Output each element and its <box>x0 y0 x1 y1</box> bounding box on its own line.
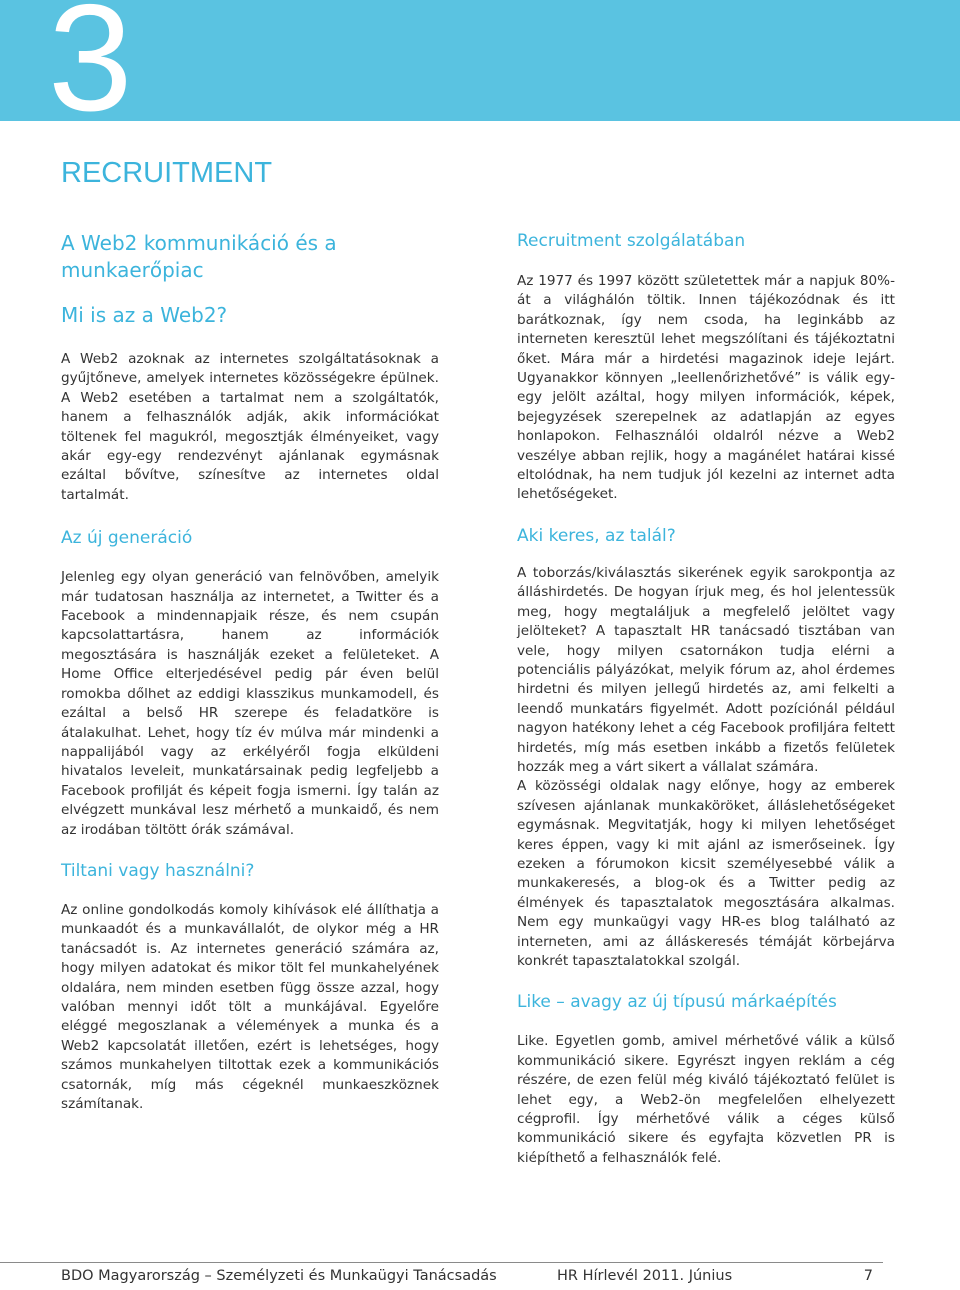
paragraph-ban-or-use: Az online gondolkodás komoly kihívások elé állíthatja a munkaadót és a munkavállalót, de olykor még a HR tanácsadót is. Az internetes generáció számára az, hogy milyen adatokat és mikor tölt fel munkahelyének oldalára, nem minden esetben függ össze azzal, hogy valóban mennyi időt tölt a munkájával. Egyelőre eléggé megoszlanak a vélemények a munka és a Web2 kapcsolatát illetően, ezért is lehetséges, hogy számos munkahelyen tiltottak ezek a kommunikációs csatornák, míg más cégeknél munkaeszköznek számítanak. <box>61 901 439 1112</box>
paragraph-like: Like. Egyetlen gomb, amivel mérhetővé válik a külső kommunikáció sikere. Egyrészt ingyen reklám a cég részére, de ezen felül még kiváló tájékoztató felület is lehet egy, a Web2-ön megfelelően elhelyezett cégprofil. Így mérhetővé válik a céges külső kommunikáció sikere és egyfajta közvetlen PR is kiépíthető a felhasználók felé. <box>517 1033 895 1166</box>
paragraph-recruitment: Az 1977 és 1997 között születettek már a napjuk 80%-át a világhálón töltik. Innen tájékozódnak és itt barátkoznak, így nem csoda, ha leginkább az interneten keresztül lehet megszólítani és tájékoztatni őket. Mára már a hirdetési magazinok ideje lejárt. Ugyanakkor könnyen „leellenőrizhetővé” is válik egy-egy jelölt azáltal, hogy milyen információk, képek, bejegyzések szerepelnek az adatlapján az egyes honlapokon. Felhasználói oldalról nézve a Web2 veszélye abban rejlik, hogy a magánélet határai kissé eltolódnak, ha nem tudjuk jól kezelni az internet adta lehetőségeket. <box>517 273 895 503</box>
paragraph-seek-and-find-1: A toborzás/kiválasztás sikerének egyik sarokpontja az álláshirdetés. De hogyan írjuk meg, és hol jelentessük meg, hogy megtaláljuk a megfelelő jelöltet vagy jelölteket? A tapasztalt HR tanácsadó tisztában van vele, hogy milyen csatornákon tudja elérni a potenciális pályázókat, melyik fórum az, ahol érdemes hirdetni és milyen jellegű hirdetés az, ami felkelti a leendő munkatárs figyelmét. Adott pozíciónál például nagyon hatékony lehet a cég Facebook profiljára feltett hirdetés, míg más esetben inkább a fizetős felületek hozzák meg a várt sikert a vállalat számára. <box>517 564 895 775</box>
paragraph-web2: A Web2 azoknak az internetes szolgáltatásoknak a gyűjtőneve, amelyek internetes közösségekre épülnek. A Web2 esetében a tartalmat nem a szolgáltatók, hanem a felhasználók adják, akik információkat töltenek fel magukról, megosztják élményeiket, vagy akár egy-egy rendezvényt ajánlanak egymásnak ezáltal bővítve, színesítve az internetes oldal tartalmát. <box>61 351 439 503</box>
left-column <box>61 230 439 1114</box>
page-number: 7 <box>863 1268 873 1284</box>
chapter-number: 3 <box>48 0 131 143</box>
section-heading-seek-and-find: Aki keres, az talál? <box>517 525 676 546</box>
paragraph-new-generation: Jelenleg egy olyan generáció van felnövőben, amelyik már tudatosan használja az internetet, a Twitter és a Facebook a mindennapjaik része, és nem csupán kapcsolattartásra, hanem az információk megosztására is használják ezeket a felületeket. A Home Office elterjedésével pedig pár éven belül romokba dőlhet az eddigi klasszikus munkamodell, és ezáltal a belső HR szerepe és feladatköre is átalakulhat. Lehet, hogy tíz év múlva már mindenki a nappalijából vagy az erkélyéről fogja elküldeni hivatalos leveleit, munkatársainak pedig legfeljebb a Facebook profilját és képeit fogja ismerni. Így talán az elvégzett munkával lesz mérhető a munkaidő, és nem az irodában töltött órák számával. <box>61 569 439 838</box>
section-heading-ban-or-use: Tiltani vagy használni? <box>61 860 255 881</box>
right-column <box>517 230 895 1168</box>
page-footer <box>61 1268 873 1288</box>
paragraph-seek-and-find-2: A közösségi oldalak nagy előnye, hogy az emberek szívesen ajánlanak munkaköröket, álláslehetőségeket egymásnak. Megvitatják, hogy ki milyen lehetőséget keres éppen, vagy ki mit ajánl az ismerőseinek. Így ezeken a fórumokon kicsit személyesebbé válik a munkakeresés, a blog-ok és a Twitter pedig az élmények és tapasztalatok megosztására alkalmas. Nem egy munkaügyi vagy HR-es blog található az interneten, ami az álláskeresés témáját körbejárva konkrét tapasztalatokkal szolgál. <box>517 778 895 969</box>
footer-issue: HR Hírlevél 2011. Június <box>557 1268 733 1284</box>
footer-publisher: BDO Magyarország – Személyzeti és Munkaügyi Tanácsadás <box>61 1268 497 1284</box>
chapter-band <box>0 0 960 143</box>
section-heading-web2: Mi is az a Web2? <box>61 303 228 327</box>
article-heading: A Web2 kommunikáció és a munkaerőpiac <box>61 231 337 282</box>
footer-divider <box>0 1262 883 1263</box>
section-title: RECRUITMENT <box>61 157 273 189</box>
section-heading-like: Like – avagy az új típusú márkaépítés <box>517 992 837 1013</box>
section-heading-new-generation: Az új generáció <box>61 528 193 549</box>
section-heading-recruitment: Recruitment szolgálatában <box>517 231 746 251</box>
